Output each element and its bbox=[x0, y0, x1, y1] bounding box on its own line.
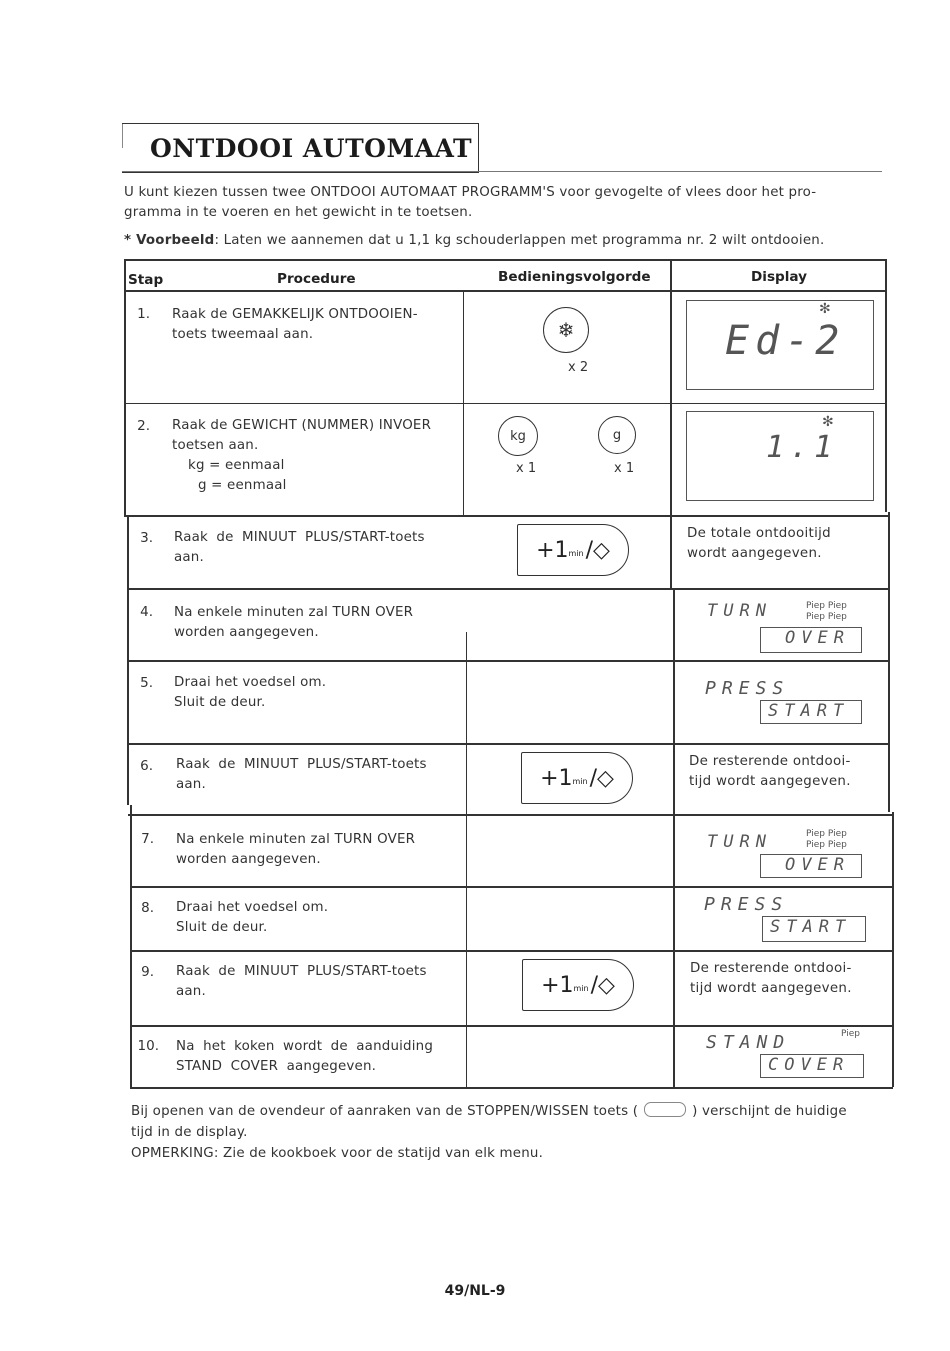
row-2-procedure bbox=[172, 416, 462, 496]
table-border-right-3 bbox=[892, 812, 894, 1087]
row-10-number: 10. bbox=[137, 1038, 159, 1054]
header-stap: Stap bbox=[128, 272, 164, 288]
footer-line-2: tijd in de display. bbox=[131, 1125, 248, 1140]
start-sub-3: min bbox=[573, 983, 589, 993]
footer-line-3: OPMERKING: Zie de kookboek voor de statijd van elk menu. bbox=[131, 1146, 544, 1161]
row-10-lcd-bottom: COVER bbox=[768, 1055, 850, 1075]
row-7-beep: Piep Piep Piep Piep bbox=[806, 829, 847, 850]
page-number: 49/NL-9 bbox=[444, 1283, 506, 1299]
row-1-procedure: Raak de GEMAKKELIJK ONTDOOIEN- toets tweemaal aan. bbox=[172, 307, 418, 342]
row-1-multiplier: x 2 bbox=[568, 360, 589, 375]
row-3-number: 3. bbox=[140, 530, 153, 546]
row-6-procedure: Raak de MINUUT PLUS/START-toets aan. bbox=[176, 757, 427, 792]
minute-plus-start-button-2[interactable] bbox=[521, 752, 633, 804]
row-6-display-text: De resterende ontdooi- tijd wordt aangegeven. bbox=[689, 754, 851, 789]
table-border-top bbox=[124, 259, 886, 261]
row-1-number: 1. bbox=[137, 306, 150, 322]
row-1-defrost-icon: ✻ bbox=[819, 301, 831, 317]
row-7-lcd-top: TURN bbox=[707, 832, 772, 852]
row-7-procedure: Na enkele minuten zal TURN OVER worden aangegeven. bbox=[176, 832, 416, 867]
row-8-lcd-top: PRESS bbox=[704, 894, 789, 915]
row-10-procedure: Na het koken wordt de aanduiding STAND COVER aangegeven. bbox=[176, 1039, 434, 1074]
row-5-procedure: Draai het voedsel om. Sluit de deur. bbox=[174, 675, 327, 710]
row-3-display-text: De totale ontdooitijd wordt aangegeven. bbox=[687, 526, 831, 561]
row-4-lcd-bottom: OVER bbox=[785, 628, 850, 648]
footer-text-2: ) verschijnt de huidige bbox=[692, 1104, 847, 1119]
footer-line-1 bbox=[131, 1101, 901, 1122]
intro-text: U kunt kiezen tussen twee ONTDOOI AUTOMAAT PROGRAMM'S voor gevogelte of vlees door het pro- gramma in te voeren en het gewicht in te toetsen. bbox=[124, 185, 817, 220]
row-4-beep: Piep Piep Piep Piep bbox=[806, 601, 847, 622]
header-divider bbox=[124, 290, 886, 292]
row-2-lcd: 1.1 bbox=[766, 430, 839, 465]
row-1-lcd: Ed-2 bbox=[725, 318, 846, 364]
row-divider-6 bbox=[128, 814, 892, 816]
col-divider-display bbox=[670, 259, 672, 589]
header-bediening: Bedieningsvolgorde bbox=[498, 269, 651, 285]
table-border-right bbox=[885, 259, 887, 512]
col-divider-display-2 bbox=[673, 589, 675, 1087]
start-label: +1 bbox=[536, 537, 569, 563]
row-8-lcd-bottom: START bbox=[770, 917, 852, 937]
example-body: : Laten we aannemen dat u 1,1 kg schouderlappen met programma nr. 2 wilt ontdooien. bbox=[214, 233, 825, 248]
row-10-beep: Piep bbox=[841, 1029, 860, 1039]
start-icon: /◇ bbox=[585, 537, 610, 563]
table-border-right-2 bbox=[888, 512, 890, 812]
row-divider-4 bbox=[127, 660, 889, 662]
row-2-number: 2. bbox=[137, 418, 150, 434]
row-9-procedure: Raak de MINUUT PLUS/START-toets aan. bbox=[176, 964, 427, 999]
row-divider-2 bbox=[124, 515, 888, 517]
row-divider-1 bbox=[124, 403, 886, 404]
row-divider-5 bbox=[127, 743, 889, 745]
title-divider bbox=[122, 171, 882, 172]
row-5-lcd-top: PRESS bbox=[705, 678, 790, 699]
page-title: ONTDOOI AUTOMAAT bbox=[150, 134, 473, 163]
row-2-line-2: toetsen aan. bbox=[172, 438, 259, 453]
snowflake-icon: ❄ bbox=[557, 318, 575, 342]
row-5-lcd-bottom: START bbox=[768, 701, 850, 721]
row-2-line-3: kg = eenmaal bbox=[188, 458, 285, 473]
row-2-line-4: g = eenmaal bbox=[198, 478, 287, 493]
minute-plus-start-button[interactable] bbox=[517, 524, 629, 576]
start-sub: min bbox=[568, 548, 584, 558]
row-2-multiplier-kg: x 1 bbox=[516, 461, 537, 476]
header-display: Display bbox=[751, 269, 808, 285]
start-sub-2: min bbox=[572, 776, 588, 786]
header-procedure: Procedure bbox=[277, 271, 356, 287]
kg-button[interactable]: kg bbox=[498, 416, 538, 456]
start-icon-3: /◇ bbox=[590, 972, 615, 998]
footer-notes bbox=[131, 1101, 901, 1164]
table-border-left-3 bbox=[130, 805, 132, 1088]
minute-plus-start-button-3[interactable] bbox=[522, 959, 634, 1011]
footer-text-1: Bij openen van de ovendeur of aanraken van de STOPPEN/WISSEN toets ( bbox=[131, 1104, 639, 1119]
table-border-bottom bbox=[130, 1087, 893, 1089]
table-border-left bbox=[124, 259, 126, 517]
example-label: * Voorbeeld bbox=[124, 233, 215, 248]
row-9-display-text: De resterende ontdooi- tijd wordt aangegeven. bbox=[690, 961, 852, 996]
row-2-multiplier-g: x 1 bbox=[614, 461, 635, 476]
row-2-line-1: Raak de GEWICHT (NUMMER) INVOER bbox=[172, 418, 432, 433]
row-divider-9 bbox=[130, 1025, 892, 1027]
easy-defrost-button[interactable] bbox=[543, 307, 589, 353]
row-5-number: 5. bbox=[140, 675, 153, 691]
stop-clear-icon bbox=[644, 1102, 686, 1117]
example-text bbox=[124, 233, 894, 248]
start-icon-2: /◇ bbox=[589, 765, 614, 791]
row-4-number: 4. bbox=[140, 604, 153, 620]
row-8-number: 8. bbox=[141, 900, 154, 916]
start-label-2: +1 bbox=[540, 765, 573, 791]
row-8-procedure: Draai het voedsel om. Sluit de deur. bbox=[176, 900, 329, 935]
row-6-number: 6. bbox=[140, 758, 153, 774]
row-3-procedure: Raak de MINUUT PLUS/START-toets aan. bbox=[174, 530, 425, 565]
row-9-number: 9. bbox=[141, 964, 154, 980]
row-2-defrost-icon: ✻ bbox=[822, 414, 834, 430]
row-10-lcd-top: STAND bbox=[706, 1032, 791, 1053]
row-4-procedure: Na enkele minuten zal TURN OVER worden aangegeven. bbox=[174, 605, 414, 640]
row-7-lcd-bottom: OVER bbox=[785, 855, 850, 875]
start-label-3: +1 bbox=[541, 972, 574, 998]
row-7-number: 7. bbox=[141, 831, 154, 847]
row-4-lcd-top: TURN bbox=[707, 601, 772, 621]
row-divider-8 bbox=[130, 950, 892, 952]
g-button[interactable]: g bbox=[598, 416, 636, 454]
row-divider-7 bbox=[130, 886, 892, 888]
row-divider-3 bbox=[127, 588, 889, 590]
